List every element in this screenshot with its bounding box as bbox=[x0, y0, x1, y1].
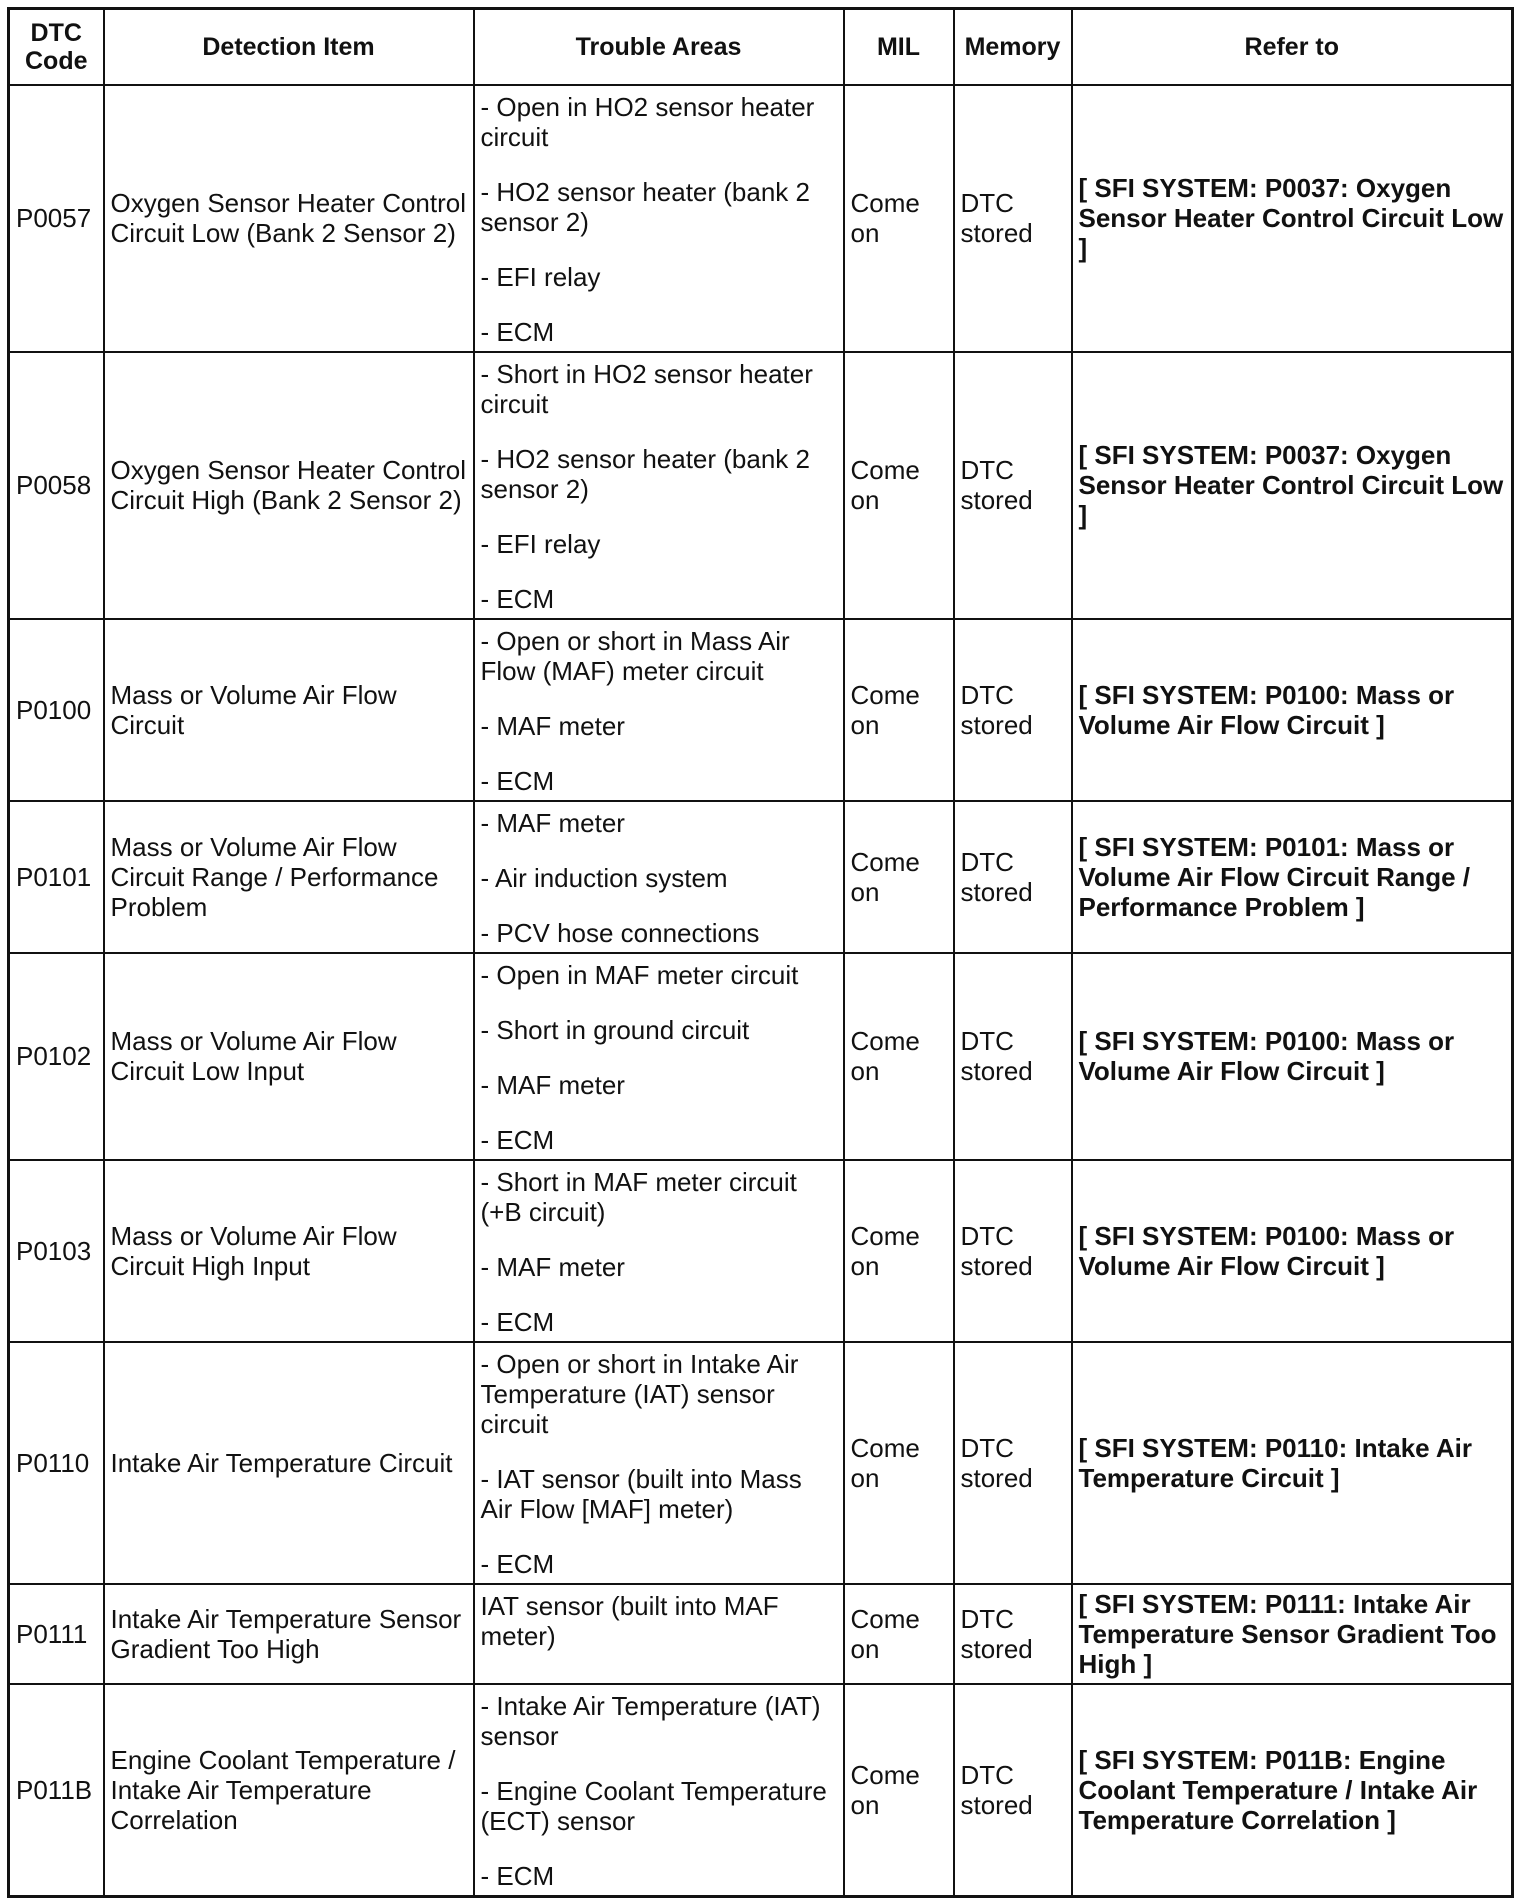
table-row bbox=[9, 1684, 1513, 1897]
trouble-area-item: - Open or short in Mass Air Flow (MAF) meter circuit bbox=[480, 625, 790, 686]
mil-cell: Come on bbox=[844, 1342, 954, 1584]
refer-to-cell: [ SFI SYSTEM: P011B: Engine Coolant Temperature / Intake Air Temperature Correlation ] bbox=[1072, 1684, 1513, 1897]
memory-cell: DTC stored bbox=[954, 1584, 1072, 1684]
refer-to-cell: [ SFI SYSTEM: P0037: Oxygen Sensor Heater Control Circuit Low ] bbox=[1072, 85, 1513, 352]
table-row bbox=[9, 1342, 1513, 1584]
trouble-areas-cell bbox=[474, 953, 844, 1160]
mil-cell: Come on bbox=[844, 1584, 954, 1684]
trouble-area-item: - Air induction system bbox=[480, 862, 728, 893]
trouble-areas-cell bbox=[474, 801, 844, 953]
trouble-area-item: - Open in MAF meter circuit bbox=[480, 959, 799, 990]
memory-cell: DTC stored bbox=[954, 1160, 1072, 1342]
table-row bbox=[9, 85, 1513, 352]
refer-to-cell: [ SFI SYSTEM: P0110: Intake Air Temperature Circuit ] bbox=[1072, 1342, 1513, 1584]
memory-cell: DTC stored bbox=[954, 619, 1072, 801]
detection-item-cell: Intake Air Temperature Sensor Gradient Too High bbox=[104, 1584, 474, 1684]
trouble-area-item: - MAF meter bbox=[480, 710, 625, 741]
dtc-code-cell: P0100 bbox=[9, 619, 104, 801]
trouble-area-item: - Open in HO2 sensor heater circuit bbox=[480, 91, 815, 152]
refer-to-cell: [ SFI SYSTEM: P0037: Oxygen Sensor Heater Control Circuit Low ] bbox=[1072, 352, 1513, 619]
trouble-area-item: - ECM bbox=[480, 316, 555, 347]
dtc-code-cell: P0110 bbox=[9, 1342, 104, 1584]
mil-cell: Come on bbox=[844, 801, 954, 953]
table-row bbox=[9, 953, 1513, 1160]
table-body bbox=[9, 85, 1513, 1897]
trouble-area-item: - ECM bbox=[480, 1124, 555, 1155]
trouble-area-item: - ECM bbox=[480, 1306, 555, 1337]
trouble-area-item: - ECM bbox=[480, 1860, 555, 1891]
refer-to-cell: [ SFI SYSTEM: P0100: Mass or Volume Air Flow Circuit ] bbox=[1072, 619, 1513, 801]
refer-to-cell: [ SFI SYSTEM: P0100: Mass or Volume Air Flow Circuit ] bbox=[1072, 953, 1513, 1160]
trouble-area-item: - EFI relay bbox=[480, 261, 601, 292]
trouble-areas-cell bbox=[474, 1684, 844, 1897]
refer-to-cell: [ SFI SYSTEM: P0101: Mass or Volume Air Flow Circuit Range / Performance Problem ] bbox=[1072, 801, 1513, 953]
memory-cell: DTC stored bbox=[954, 953, 1072, 1160]
header-detection-item: Detection Item bbox=[104, 9, 474, 85]
header-code: DTC Code bbox=[9, 9, 104, 85]
dtc-table bbox=[7, 7, 1514, 1898]
refer-to-cell: [ SFI SYSTEM: P0111: Intake Air Temperature Sensor Gradient Too High ] bbox=[1072, 1584, 1513, 1684]
header-mil: MIL bbox=[844, 9, 954, 85]
table-row bbox=[9, 619, 1513, 801]
header-trouble-areas: Trouble Areas bbox=[474, 9, 844, 85]
mil-cell: Come on bbox=[844, 1160, 954, 1342]
detection-item-cell: Engine Coolant Temperature / Intake Air Temperature Correlation bbox=[104, 1684, 474, 1897]
dtc-code-cell: P0103 bbox=[9, 1160, 104, 1342]
trouble-area-item: - MAF meter bbox=[480, 1251, 625, 1282]
trouble-areas-cell bbox=[474, 1584, 844, 1684]
dtc-code-cell: P0102 bbox=[9, 953, 104, 1160]
header-row bbox=[9, 9, 1513, 85]
detection-item-cell: Mass or Volume Air Flow Circuit bbox=[104, 619, 474, 801]
detection-item-cell: Oxygen Sensor Heater Control Circuit Low (Bank 2 Sensor 2) bbox=[104, 85, 474, 352]
trouble-areas-cell bbox=[474, 1342, 844, 1584]
mil-cell: Come on bbox=[844, 1684, 954, 1897]
detection-item-cell: Mass or Volume Air Flow Circuit Range / Performance Problem bbox=[104, 801, 474, 953]
trouble-area-item: - Short in HO2 sensor heater circuit bbox=[480, 358, 813, 419]
trouble-area-item: - MAF meter bbox=[480, 807, 625, 838]
memory-cell: DTC stored bbox=[954, 85, 1072, 352]
detection-item-cell: Mass or Volume Air Flow Circuit Low Input bbox=[104, 953, 474, 1160]
trouble-area-item: - Short in MAF meter circuit (+B circuit) bbox=[480, 1166, 797, 1227]
mil-cell: Come on bbox=[844, 352, 954, 619]
table-row bbox=[9, 1160, 1513, 1342]
mil-cell: Come on bbox=[844, 85, 954, 352]
trouble-area-item: - Short in ground circuit bbox=[480, 1014, 750, 1045]
detection-item-cell: Intake Air Temperature Circuit bbox=[104, 1342, 474, 1584]
memory-cell: DTC stored bbox=[954, 801, 1072, 953]
detection-item-cell: Oxygen Sensor Heater Control Circuit High (Bank 2 Sensor 2) bbox=[104, 352, 474, 619]
trouble-area-item: - HO2 sensor heater (bank 2 sensor 2) bbox=[480, 176, 810, 237]
trouble-area-item: - HO2 sensor heater (bank 2 sensor 2) bbox=[480, 443, 810, 504]
trouble-areas-cell bbox=[474, 619, 844, 801]
trouble-areas-cell bbox=[474, 352, 844, 619]
trouble-area-item: - PCV hose connections bbox=[480, 917, 760, 948]
dtc-code-cell: P0058 bbox=[9, 352, 104, 619]
dtc-code-cell: P011B bbox=[9, 1684, 104, 1897]
trouble-area-item: - MAF meter bbox=[480, 1069, 625, 1100]
mil-cell: Come on bbox=[844, 953, 954, 1160]
table-row bbox=[9, 1584, 1513, 1684]
detection-item-cell: Mass or Volume Air Flow Circuit High Input bbox=[104, 1160, 474, 1342]
trouble-areas-cell bbox=[474, 1160, 844, 1342]
dtc-code-cell: P0101 bbox=[9, 801, 104, 953]
trouble-areas-cell bbox=[474, 85, 844, 352]
mil-cell: Come on bbox=[844, 619, 954, 801]
trouble-area-item: - EFI relay bbox=[480, 528, 601, 559]
trouble-area-item: - Open or short in Intake Air Temperature (IAT) sensor circuit bbox=[480, 1348, 799, 1439]
trouble-area-item: - ECM bbox=[480, 765, 555, 796]
memory-cell: DTC stored bbox=[954, 1342, 1072, 1584]
trouble-area-item: - Engine Coolant Temperature (ECT) sensor bbox=[480, 1775, 827, 1836]
dtc-code-cell: P0111 bbox=[9, 1584, 104, 1684]
header-memory: Memory bbox=[954, 9, 1072, 85]
refer-to-cell: [ SFI SYSTEM: P0100: Mass or Volume Air Flow Circuit ] bbox=[1072, 1160, 1513, 1342]
memory-cell: DTC stored bbox=[954, 352, 1072, 619]
trouble-area-item: - Intake Air Temperature (IAT) sensor bbox=[480, 1690, 821, 1751]
table-row bbox=[9, 352, 1513, 619]
table-row bbox=[9, 801, 1513, 953]
trouble-area-item: - ECM bbox=[480, 583, 555, 614]
memory-cell: DTC stored bbox=[954, 1684, 1072, 1897]
dtc-code-cell: P0057 bbox=[9, 85, 104, 352]
trouble-area-item: IAT sensor (built into MAF meter) bbox=[480, 1590, 779, 1651]
header-refer-to: Refer to bbox=[1072, 9, 1513, 85]
trouble-area-item: - IAT sensor (built into Mass Air Flow [MAF] meter) bbox=[480, 1463, 802, 1524]
trouble-area-item: - ECM bbox=[480, 1548, 555, 1579]
